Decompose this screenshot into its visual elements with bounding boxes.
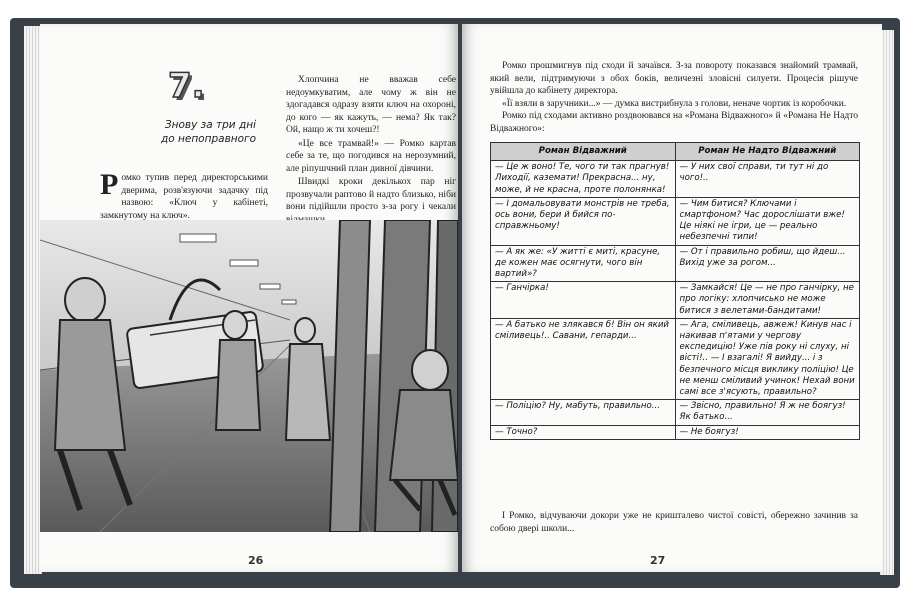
table-cell: — Чим битися? Ключами і смартфоном? Час дорослішати вже! Це ніякі не ігри, це — реально небезпечні типи!	[675, 197, 860, 245]
table-cell: — А батько не злякався б! Він он який сміливець!.. Савани, гепарди...	[491, 318, 676, 399]
paragraph: «Це все трамвай!» — Ромко картав себе за те, що погодився на нерозумний, але ріпушчний план дивної дівчини.	[286, 138, 456, 174]
table-row	[491, 425, 860, 439]
right-page	[462, 24, 882, 572]
subtitle-line-1: Знову за три дні	[164, 119, 256, 131]
table-row	[491, 197, 860, 245]
table-cell: — Точно?	[491, 425, 676, 439]
table-cell: — А як же: «У житті є миті, красуне, де кожен має осягнути, чого він вартий»?	[491, 245, 676, 282]
column-header: Роман Не Надто Відважний	[675, 143, 860, 161]
lead-paragraph	[100, 168, 268, 222]
table-cell: — У них свої справи, ти тут ні до чого!..	[675, 161, 860, 198]
page-number-left: 26	[248, 554, 264, 567]
comic-illustration	[40, 220, 458, 532]
table-cell: — Не боягуз!	[675, 425, 860, 439]
right-intro-text	[490, 60, 858, 135]
table-row	[491, 245, 860, 282]
table-cell: — Звісно, правильно! Я ж не боягуз! Як батько...	[675, 400, 860, 425]
table-cell: — І домальовувати монстрів не треба, ось вони, бери й бийся по-справжньому!	[491, 197, 676, 245]
subtitle-line-2: до непоправного	[160, 133, 256, 145]
page-edges-right	[880, 30, 894, 575]
chapter-number: 7.	[168, 66, 205, 106]
table-cell: — Ганчірка!	[491, 282, 676, 319]
paragraph: «Її взяли в заручники...» — думка вистрибнула з голови, неначе чортик із коробочки.	[502, 98, 847, 109]
table-header-row	[491, 143, 860, 161]
table-cell: — Ага, сміливець, авжеж! Кинув нас і накивав п'ятами у чергову експедицію! Уже пів року ні слуху, ні вісті!.. — І взагалі! Я вийду... і з безпечного місця виклику поліцію! Це не менш сміливий учинок! Нехай вони самі все з'ясують, правильно?	[675, 318, 860, 399]
paragraph: Ромко прошмигнув під сходи й зачаївся. З-за повороту показався знайомий трамвай, який вели, підтримуючи з обох боків, величезні зловісні силуети. Процесія рішуче увійшла до кабінету директора.	[490, 61, 858, 96]
page-number-right: 27	[650, 554, 666, 567]
left-column-text	[286, 74, 456, 227]
paragraph: Хлопчина не вважав себе недоумкуватим, але чому ж він не здогадався одразу взяти ключ на охороні, до кого — як кажуть, — нема? Як так? Ой, нащо ж ти хочеш?!	[286, 75, 456, 135]
illustration-drawing	[40, 220, 458, 532]
table-row	[491, 282, 860, 319]
lead-text: омко тупив перед директорськими дверима, розв'язуючи задачку під назвою: «Ключ у кабінеті, замкнутому на ключ».	[100, 173, 268, 221]
table-cell: — Поліцію? Ну, мабуть, правильно...	[491, 400, 676, 425]
drop-cap: Р	[100, 168, 119, 201]
dialogue-table	[490, 142, 860, 440]
table-row	[491, 161, 860, 198]
table-row	[491, 400, 860, 425]
paragraph: Швидкі кроки декількох пар ніг прозвучали раптово й надто близько, ніби вони підійшли просто з-за рогу і чекали	[286, 177, 456, 212]
closing-paragraph: І Ромко, відчуваючи докори уже не кришталево чистої совісті, обережно зачинив за собою двері школи...	[490, 511, 858, 534]
table-cell: — Замкайся! Це — не про ганчірку, не про логіку: хлопчисько не може битися з велетами-бандитами!	[675, 282, 860, 319]
table-cell: — Це ж воно! Те, чого ти так прагнув! Лиходії, каземати! Прекрасна... ну, може, й не красна, проте полонянка!	[491, 161, 676, 198]
table-cell: — От і правильно робиш, що йдеш... Вихід уже за рогом...	[675, 245, 860, 282]
table-row	[491, 318, 860, 399]
paragraph: Ромко під сходами активно роздвоювався на «Романа Відважного» й «Романа Не Надто Відважного»:	[490, 111, 858, 134]
left-page	[40, 24, 458, 572]
chapter-subtitle	[136, 118, 256, 146]
column-header: Роман Відважний	[491, 143, 676, 161]
